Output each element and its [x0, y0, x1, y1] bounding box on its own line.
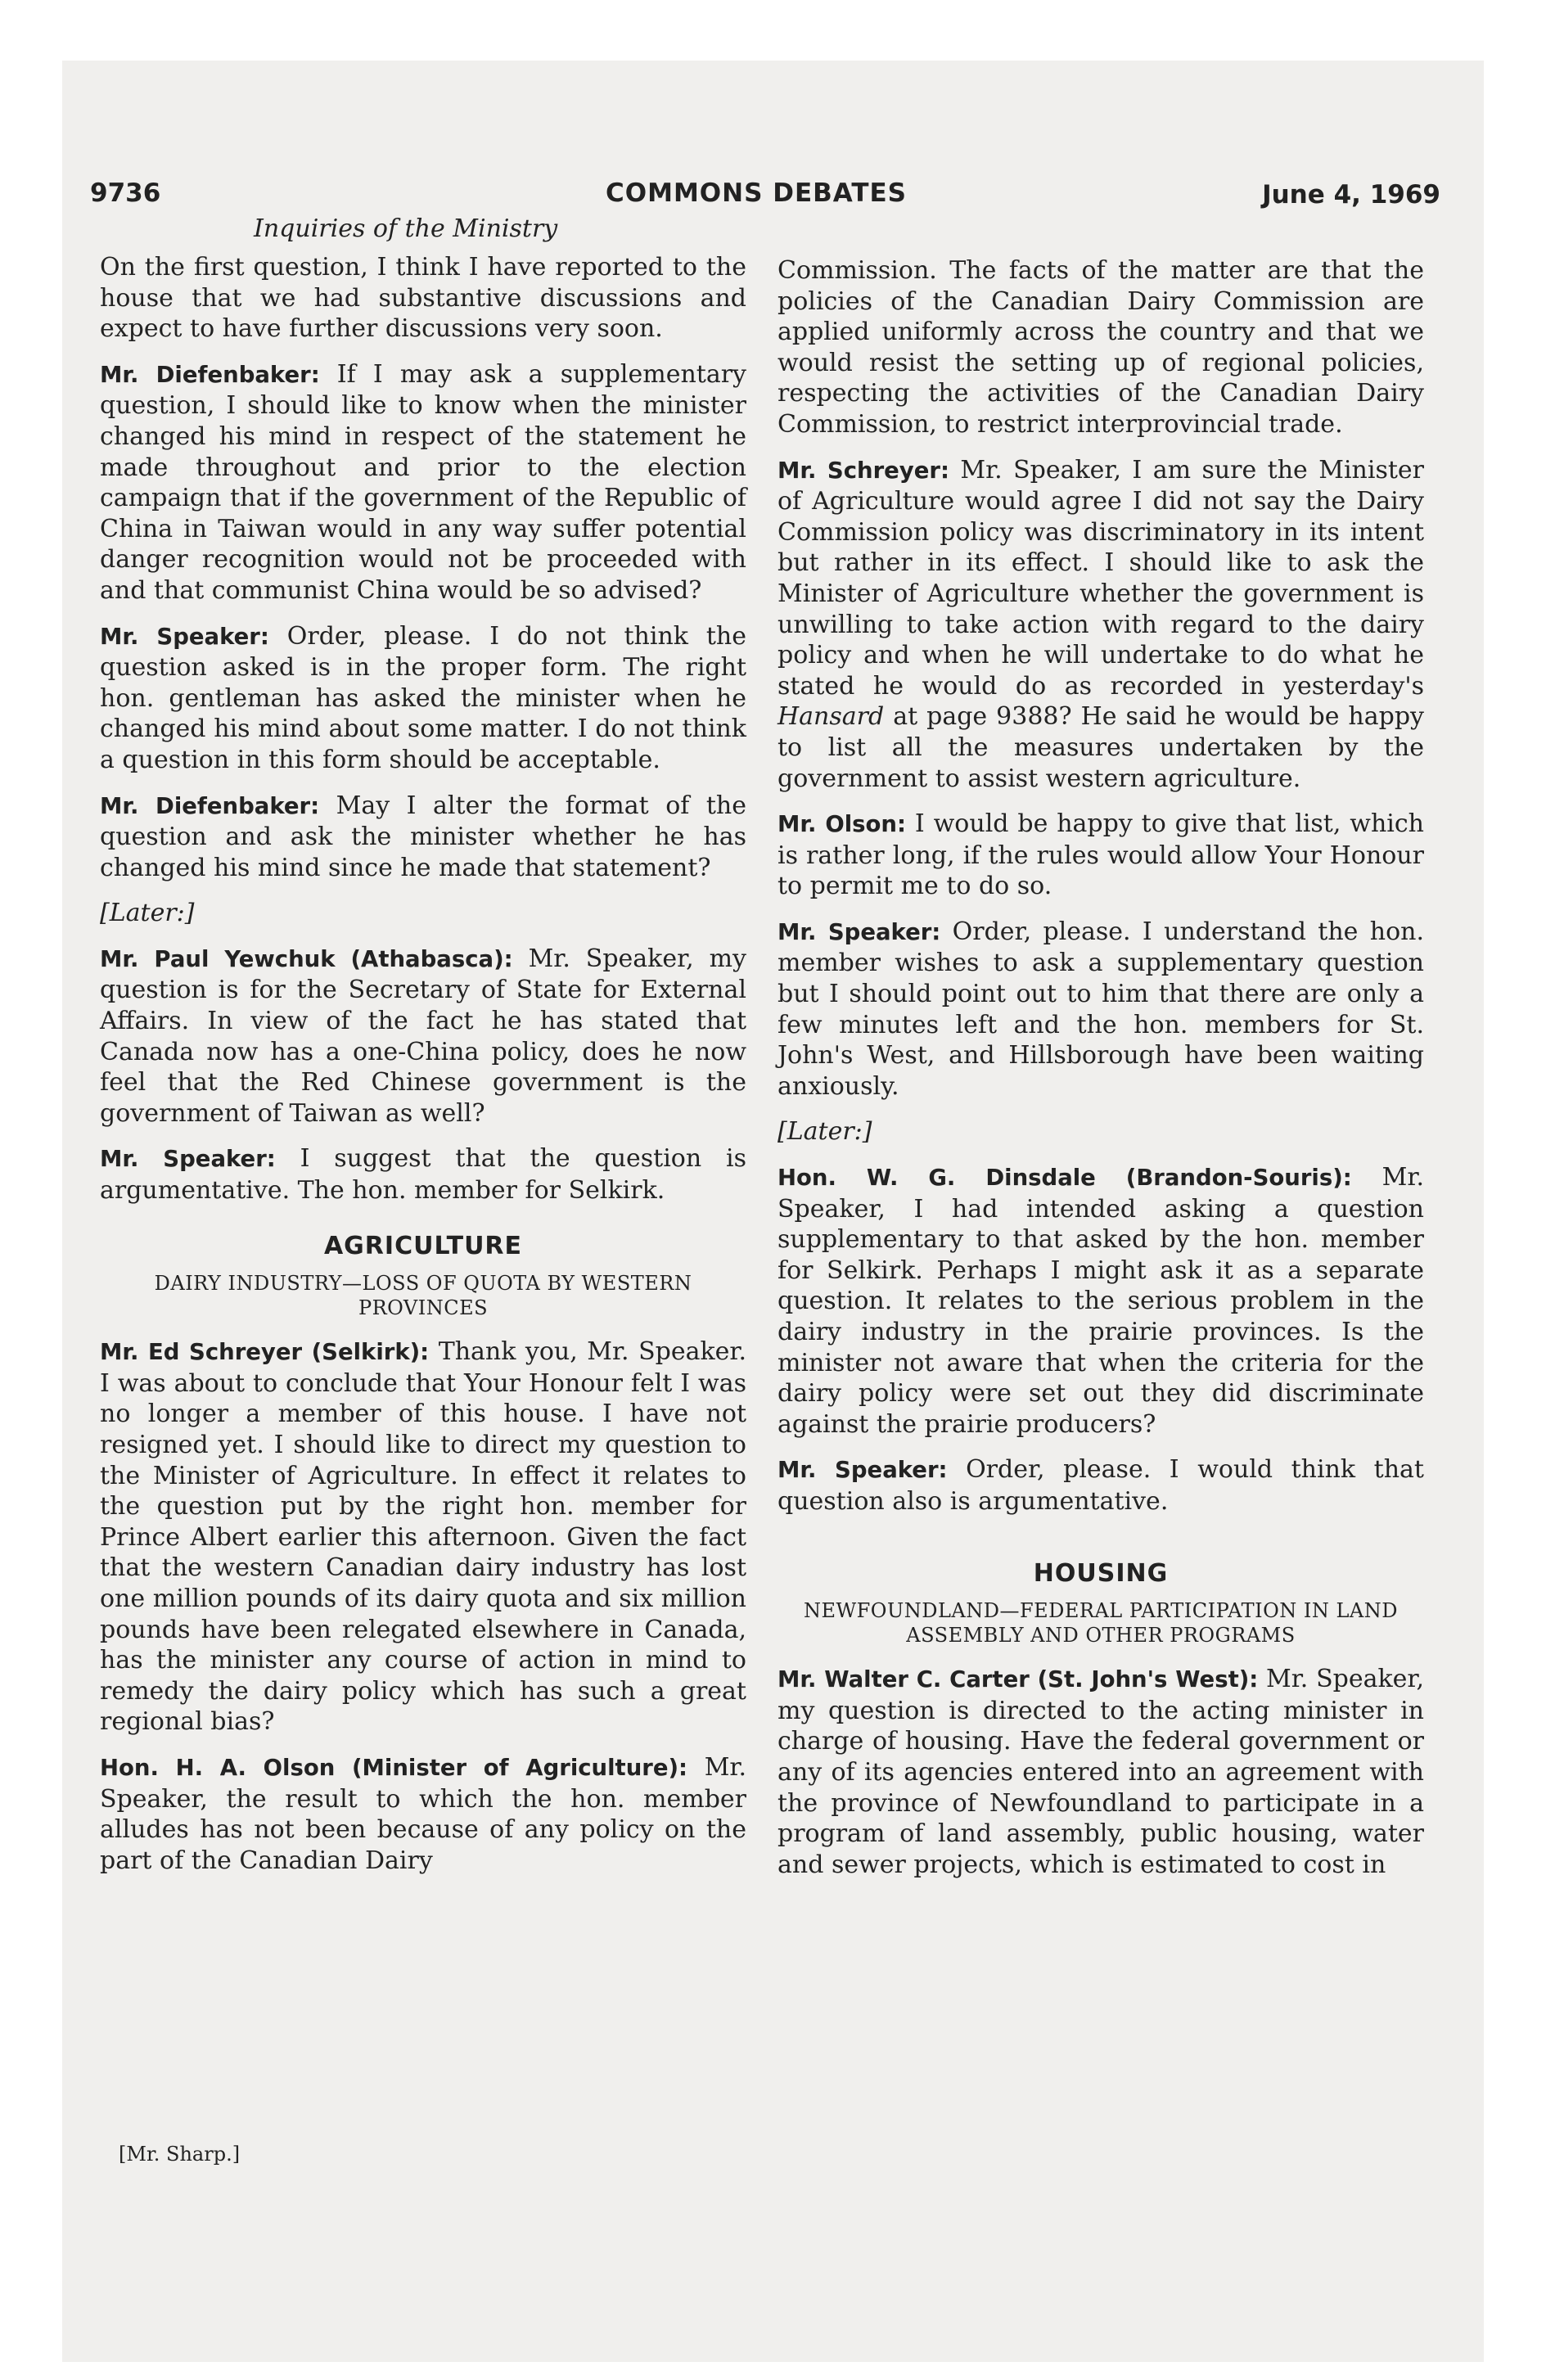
left-column	[100, 252, 746, 1891]
speaker-name: Mr. Diefenbaker:	[100, 792, 320, 819]
paragraph: Mr. Diefenbaker: If I may ask a supplementary question, I should like to know when the minister changed his mind in respect of the statement he made throughout and prior to the election campaign that if the government of the Republic of China in Taiwan would in any way suffer potential danger recognition would not be proceeded with and that communist China would be so advised?	[100, 359, 746, 605]
paragraph: Hon. W. G. Dinsdale (Brandon-Souris): Mr. Speaker, I had intended asking a question supplementary to that asked by the hon. member for Selkirk. Perhaps I might ask it as a separate question. It relates to the serious problem in the dairy industry in the prairie provinces. Is the minister not aware that when the criteria for the dairy policy were set out they did discriminate against the prairie producers?	[778, 1163, 1424, 1439]
paragraph: Mr. Speaker: Order, please. I understand the hon. member wishes to ask a supplementary question but I should point out to him that there are only a few minutes left and the hon. members for St. John's West, and Hillsborough have been waiting anxiously.	[778, 917, 1424, 1101]
paragraph: Mr. Speaker: Order, please. I would think that question also is argumentative.	[778, 1455, 1424, 1516]
speaker-name: Mr. Ed Schreyer (Selkirk):	[100, 1339, 430, 1366]
paragraph: On the first question, I think I have reported to the house that we had substantive discussions and expect to have further discussions very soon.	[100, 253, 746, 344]
paragraph: Mr. Ed Schreyer (Selkirk): Thank you, Mr. Speaker. I was about to conclude that Your Honour felt I was no longer a member of this house. I have not resigned yet. I should like to direct my question to the Minister of Agriculture. In effect it relates to the question put by the right hon. member for Prince Albert earlier this afternoon. Given the fact that the western Canadian dairy industry has lost one million pounds of its dairy quota and six million pounds have been relegated elsewhere in Canada, has the minister any course of action in mind to remedy the dairy policy which has such a great regional bias?	[100, 1337, 746, 1737]
section-title: AGRICULTURE	[323, 1231, 523, 1260]
page-subheading: Inquiries of the Ministry	[254, 214, 558, 243]
hansard-italic: Hansard	[778, 702, 885, 732]
paragraph: Mr. Paul Yewchuk (Athabasca): Mr. Speaker, my question is for the Secretary of State for External Affairs. In view of the fact he has stated that Canada now has a one-China policy, does he now feel that the Red Chinese government is the government of Taiwan as well?	[100, 944, 747, 1128]
speaker-name: Mr. Diefenbaker:	[100, 361, 320, 388]
right-column	[778, 255, 1424, 1895]
paragraph: Mr. Olson: I would be happy to give that list, which is rather long, if the rules would allow Your Honour to permit me to do so.	[778, 809, 1424, 901]
section-subtitle: NEWFOUNDLAND—FEDERAL PARTICIPATION IN LAND ASSEMBLY AND OTHER PROGRAMS	[803, 1599, 1399, 1648]
later-marker: [Later:]	[778, 1117, 872, 1147]
paragraph: Mr. Walter C. Carter (St. John's West): Mr. Speaker, my question is directed to the acting minister in charge of housing. Have the federal government or any of its agencies entered into an agreement with the province of Newfoundland to participate in a program of land assembly, public housing, water and sewer projects, which is estimated to cost in	[778, 1665, 1425, 1879]
paragraph: Hon. H. A. Olson (Minister of Agriculture): Mr. Speaker, the result to which the hon. member alludes has not been because of any policy on the part of the Canadian Dairy	[100, 1752, 747, 1875]
paragraph: Commission. The facts of the matter are that the policies of the Canadian Dairy Commission are applied uniformly across the country and that we would resist the setting up of regional policies, respecting the activities of the Canadian Dairy Commission, to restrict interprovincial trade.	[778, 256, 1424, 439]
publication-title: COMMONS DEBATES	[606, 178, 907, 208]
section-title: HOUSING	[1033, 1558, 1169, 1588]
page-number: 9736	[90, 178, 161, 208]
speaker-name: Mr. Speaker:	[778, 1457, 948, 1484]
speaker-name: Hon. W. G. Dinsdale (Brandon-Souris):	[778, 1165, 1352, 1192]
page-header	[90, 178, 1440, 211]
paragraph: Mr. Diefenbaker: May I alter the format of the question and ask the minister whether he has changed his mind since he made that statement?	[100, 791, 746, 882]
speaker-name: Mr. Speaker:	[100, 1146, 276, 1173]
speaker-name: Mr. Walter C. Carter (St. John's West):	[778, 1666, 1259, 1693]
speaker-name: Hon. H. A. Olson (Minister of Agriculture):	[100, 1754, 688, 1781]
speaker-name: Mr. Schreyer:	[778, 457, 949, 484]
footer-attribution: [Mr. Sharp.]	[119, 2143, 241, 2166]
speaker-name: Mr. Olson:	[778, 811, 907, 838]
speaker-name: Mr. Speaker:	[100, 623, 269, 650]
speaker-name: Mr. Paul Yewchuk (Athabasca):	[100, 945, 513, 972]
speaker-name: Mr. Speaker:	[778, 918, 941, 945]
paragraph: Mr. Speaker: I suggest that the question is argumentative. The hon. member for Selkirk.	[100, 1144, 747, 1206]
page-date: June 4, 1969	[1262, 180, 1440, 210]
paragraph: Mr. Schreyer: Mr. Speaker, I am sure the Minister of Agriculture would agree I did not say the Dairy Commission policy was discriminatory in its intent but rather in its effect. I should like to ask the Minister of Agriculture whether the government is unwilling to take action with regard to the dairy policy and when he will undertake to do what he stated he would do as recorded in yesterday's Hansard at page 9388? He said he would be happy to list all the measures undertaken by the government to assist western agriculture.	[778, 455, 1424, 793]
later-marker: [Later:]	[100, 899, 195, 928]
paragraph: Mr. Speaker: Order, please. I do not think the question asked is in the proper form. The right hon. gentleman has asked the minister when he changed his mind about some matter. I do not think a question in this form should be acceptable.	[100, 621, 746, 774]
section-subtitle: DAIRY INDUSTRY—LOSS OF QUOTA BY WESTERN PROVINCES	[154, 1272, 692, 1320]
